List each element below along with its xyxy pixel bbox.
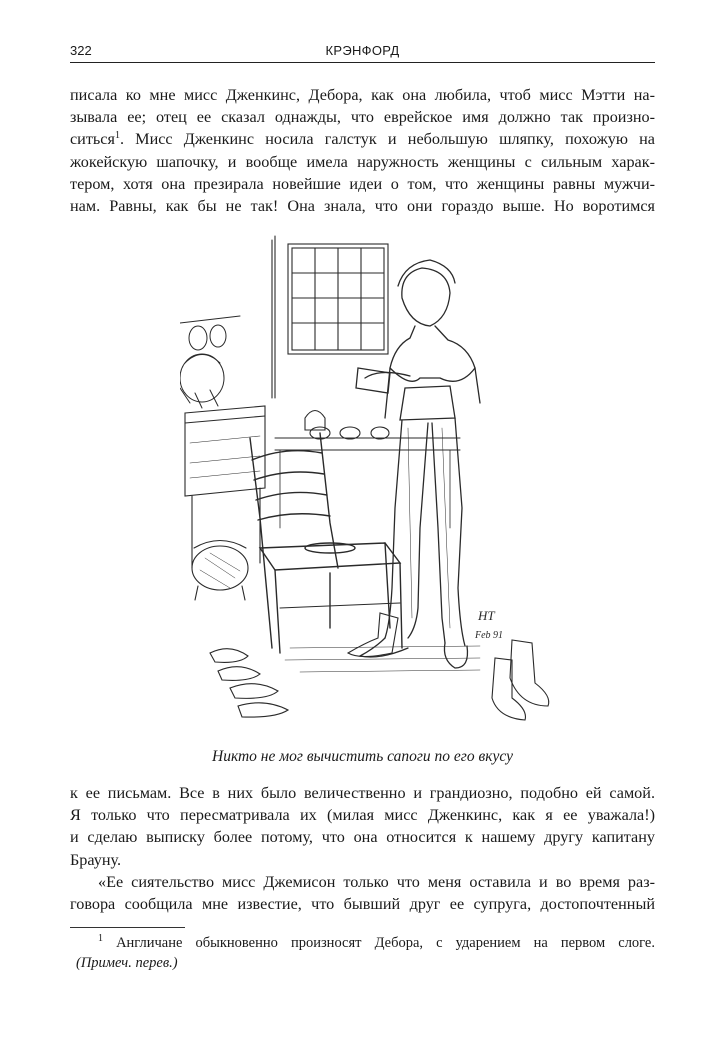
artist-signature bbox=[474, 608, 503, 641]
man-cleaning-boot bbox=[356, 260, 480, 668]
footnote-marker: 1 bbox=[98, 933, 103, 944]
cooking-pot bbox=[192, 541, 248, 601]
artist-monogram: HT bbox=[478, 608, 495, 623]
footnote-translator-note: (Примеч. перев.) bbox=[76, 955, 178, 971]
running-header bbox=[70, 40, 655, 63]
text-line: Брауну. bbox=[70, 850, 122, 869]
illustration-caption: Никто не мог вычистить сапоги по его вкусу bbox=[212, 748, 513, 765]
window bbox=[288, 244, 388, 354]
text-line bbox=[70, 128, 655, 150]
dresser bbox=[185, 406, 265, 568]
text-line: к ее письмам. Все в них было величественно и грандиозно, подобно ей самой. bbox=[70, 784, 655, 802]
hanging-utensils bbox=[180, 316, 240, 408]
text-fragment: ситься bbox=[70, 130, 115, 149]
text-line: «Ее сиятельство мисс Джемисон только что меня оставила и во время раз- bbox=[98, 872, 655, 891]
text-line: и сделаю выписку более потому, что она относится к нашему другу капитану bbox=[70, 828, 655, 847]
text-line: писала ко мне мисс Дженкинс, Дебора, как она любила, чтоб мисс Мэтти на- bbox=[70, 86, 655, 104]
text-line: тером, хотя она презирала новейшие идеи о том, что женщины равны мужчи- bbox=[70, 174, 655, 193]
footnote-text: Англичане обыкновенно произносят Дебора, с ударением на первом слоге. bbox=[116, 935, 655, 951]
footnote-rule bbox=[70, 927, 185, 928]
paragraph-bottom bbox=[70, 782, 655, 915]
text-line: говора сообщила мне известие, что бывший друг ее супруга, достопочтенный bbox=[70, 895, 655, 914]
running-title: КРЭНФОРД bbox=[325, 43, 400, 58]
text-line: зывала ее; отец ее сказал однажды, что еврейское имя должно так произно- bbox=[70, 108, 655, 127]
page-number: 322 bbox=[70, 43, 92, 58]
paragraph-top bbox=[70, 84, 655, 217]
text-line: нам. Равны, как бы не так! Она знала, что они гораздо выше. Но воротимся bbox=[70, 197, 655, 216]
text-fragment: . bbox=[119, 130, 124, 149]
footnote-marker[interactable]: 1 bbox=[114, 130, 120, 142]
text-fragment: Мисс Дженкинс носила галстук и небольшую шляпку, похожую на bbox=[123, 130, 655, 149]
artist-date: Feb 91 bbox=[475, 630, 504, 641]
footnote-line bbox=[70, 933, 655, 953]
text-line: жокейскую шапочку, и вообще имела наружность женщины с сильным харак- bbox=[70, 152, 655, 171]
illustration-engraving bbox=[180, 228, 560, 733]
text-line: Я только что пересматривала их (милая мисс Дженкинс, как я ее уважала!) bbox=[70, 806, 655, 825]
footnote bbox=[70, 933, 655, 973]
